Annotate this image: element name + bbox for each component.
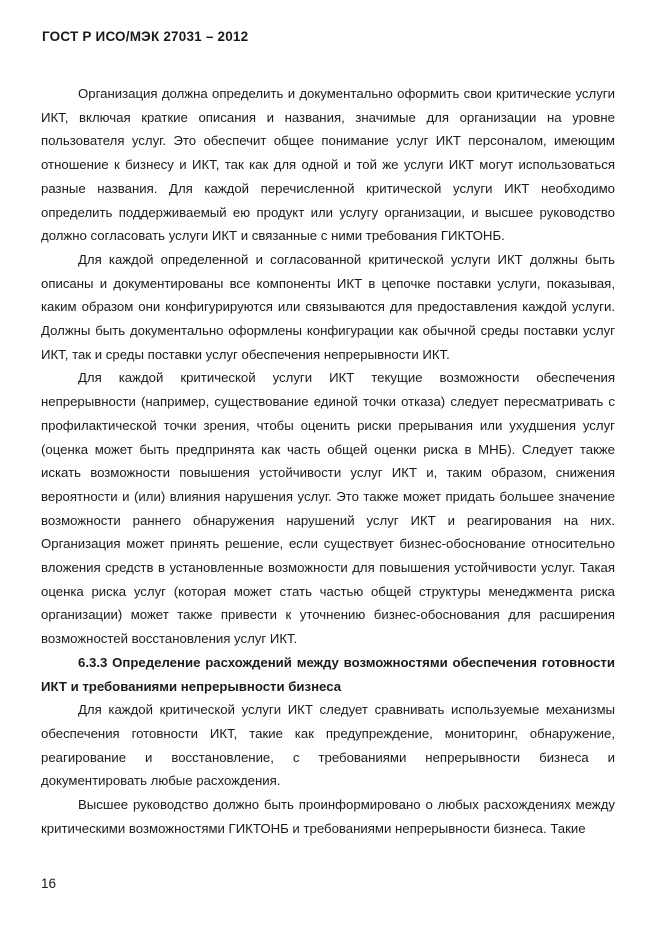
paragraph-components: Для каждой определенной и согласованной критической услуги ИКТ должны быть описаны и документированы все компоненты ИКТ в цепочке поставки услуги, показывая, каким образом они конфигурируются или связываются для предоставления каждой услуги. Должны быть документально оформлены конфигурации как обычной среды поставки услуг ИКТ, так и среды поставки услуг обеспечения непрерывности ИКТ. — [41, 251, 615, 362]
paragraph-continuity-capabilities: Для каждой критической услуги ИКТ текущие возможности обеспечения непрерывности (например, существование единой точки отказа) следует пересматривать с профилактической точки зрения, чтобы оценить риски прерывания или ухудшения услуг (оценка может быть предпринята как часть общей оценки риска в МНБ). Следует также искать возможности повышения устойчивости услуг ИКТ и, таким образом, снижения вероятности и (или) влияния нарушения услуг. Это также может придать большее значение возможности раннего обнаружения нарушений услуг ИКТ и реагирования на них. Организация может принять решение, если существует бизнес-обоснование относительно вложения средств в установленные возможности для повышения устойчивости услуг. Такая оценка риска услуг (которая может стать частью общей структуры менеджмента риска организации) может также привести к уточнению бизнес-обоснования для расширения возможностей восстановления услуг ИКТ. — [41, 370, 615, 647]
section-heading-6-3-3: 6.3.3 Определение расхождений между возможностями обеспечения готовности ИКТ и требованиями непрерывности бизнеса — [41, 654, 615, 694]
document-body — [41, 82, 615, 841]
page-number: 16 — [41, 876, 57, 891]
paragraph-compare-mechanisms: Для каждой критической услуги ИКТ следует сравнивать используемые механизмы обеспечения готовности ИКТ, такие как предупреждение, мониторинг, обнаружение, реагирование и восстановление, с требованиями непрерывности бизнеса и документировать любые расхождения. — [41, 702, 615, 789]
paragraph-critical-services: Организация должна определить и документально оформить свои критические услуги ИКТ, включая краткие описания и названия, значимые для организации на уровне пользователя услуг. Это обеспечит общее понимание услуг ИКТ персоналом, имеющим отношение к бизнесу и ИКТ, так как для одной и той же услуги ИКТ могут использоваться разные названия. Для каждой перечисленной критической услуги ИКТ необходимо определить поддерживаемый ею продукт или услугу организации, и высшее руководство должно согласовать услуги ИКТ и связанные с ними требования ГИКТОНБ. — [41, 86, 615, 244]
paragraph-management-informed: Высшее руководство должно быть проинформировано о любых расхождениях между критическими возможностями ГИКТОНБ и требованиями непрерывности бизнеса. Такие — [41, 797, 615, 836]
document-header: ГОСТ Р ИСО/МЭК 27031 – 2012 — [42, 29, 249, 44]
